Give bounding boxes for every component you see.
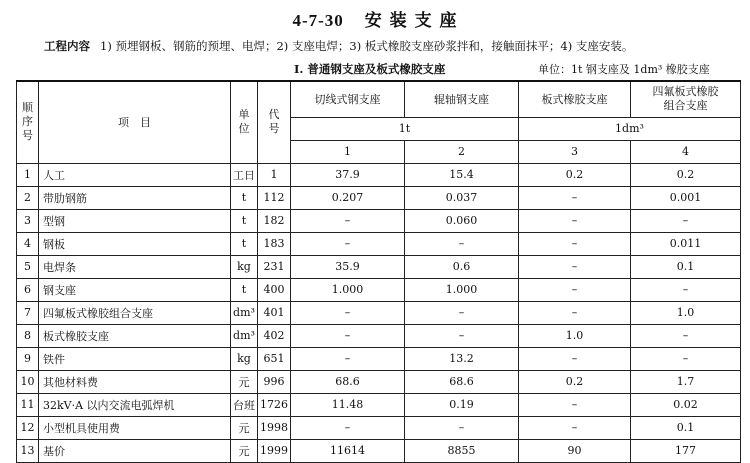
header-colnum-4: 4 [631,140,741,163]
row-unit: dm³ [231,301,258,324]
row-code: 400 [258,278,291,301]
row-value-1: 35.9 [291,255,405,278]
header-colnum-2: 2 [405,140,519,163]
row-value-2: 68.6 [405,370,519,393]
row-value-4: 0.02 [631,393,741,416]
table-row [17,232,741,255]
row-value-4: 177 [631,439,741,462]
row-code: 182 [258,209,291,232]
unit-note: 单位：1t 钢支座及 1dm³ 橡胶支座 [538,63,710,76]
row-value-2: 0.6 [405,255,519,278]
header-colnum-1: 1 [291,140,405,163]
row-seq: 1 [17,163,39,186]
row-unit: 工日 [231,163,258,186]
row-value-4: – [631,324,741,347]
section-code: 4-7-30 [292,11,344,30]
row-value-3: – [519,186,631,209]
row-unit: t [231,209,258,232]
row-value-1: – [291,301,405,324]
row-value-1: 1.000 [291,278,405,301]
table-header [17,81,741,163]
row-value-1: – [291,209,405,232]
row-value-4: 1.7 [631,370,741,393]
header-seq: 顺序号 [17,81,39,163]
row-item: 铁件 [39,347,231,370]
work-content [44,38,633,54]
row-item: 板式橡胶支座 [39,324,231,347]
table-row [17,301,741,324]
row-value-2: 8855 [405,439,519,462]
row-unit: kg [231,347,258,370]
section-name: 安 装 支 座 [364,11,458,31]
row-code: 1998 [258,416,291,439]
row-seq: 6 [17,278,39,301]
table-row [17,255,741,278]
row-value-2: – [405,301,519,324]
row-value-3: 90 [519,439,631,462]
row-code: 231 [258,255,291,278]
work-content-label: 工程内容 [44,39,90,53]
row-value-4: – [631,278,741,301]
row-seq: 8 [17,324,39,347]
row-value-4: 0.001 [631,186,741,209]
row-item: 基价 [39,439,231,462]
row-value-1: 0.207 [291,186,405,209]
header-unit-group-1: 1t [291,117,519,140]
row-value-1: – [291,347,405,370]
row-value-2: – [405,324,519,347]
row-item: 32kV·A 以内交流电弧焊机 [39,393,231,416]
header-unit: 单位 [231,81,258,163]
row-unit: 元 [231,416,258,439]
row-seq: 4 [17,232,39,255]
row-item: 四氟板式橡胶组合支座 [39,301,231,324]
row-value-1: – [291,416,405,439]
row-value-2: 15.4 [405,163,519,186]
header-col-3: 板式橡胶支座 [519,81,631,117]
row-unit: 台班 [231,393,258,416]
row-value-1: – [291,232,405,255]
row-value-4: – [631,209,741,232]
row-code: 1999 [258,439,291,462]
row-value-3: – [519,301,631,324]
header-item: 项 目 [39,81,231,163]
row-value-2: 0.060 [405,209,519,232]
row-unit: t [231,278,258,301]
row-code: 1 [258,163,291,186]
row-seq: 5 [17,255,39,278]
row-value-3: – [519,209,631,232]
row-value-3: – [519,255,631,278]
row-item: 其他材料费 [39,370,231,393]
table-row [17,163,741,186]
table-row [17,439,741,462]
row-value-2: 13.2 [405,347,519,370]
row-value-3: 0.2 [519,370,631,393]
row-item: 钢支座 [39,278,231,301]
row-value-4: – [631,347,741,370]
header-unit-group-2: 1dm³ [519,117,741,140]
table-row [17,209,741,232]
quota-table [16,80,741,463]
row-item: 型钢 [39,209,231,232]
row-value-2: – [405,416,519,439]
row-value-2: 0.037 [405,186,519,209]
page-title [0,6,750,31]
row-value-4: 0.1 [631,416,741,439]
row-code: 1726 [258,393,291,416]
table-row [17,393,741,416]
row-seq: 11 [17,393,39,416]
row-value-3: – [519,347,631,370]
row-code: 112 [258,186,291,209]
header-colnum-3: 3 [519,140,631,163]
row-value-4: 0.011 [631,232,741,255]
table-row [17,416,741,439]
row-item: 小型机具使用费 [39,416,231,439]
row-seq: 9 [17,347,39,370]
row-unit: t [231,232,258,255]
row-code: 996 [258,370,291,393]
row-value-3: – [519,393,631,416]
row-value-3: 1.0 [519,324,631,347]
header-col-2: 辊轴钢支座 [405,81,519,117]
row-seq: 12 [17,416,39,439]
row-code: 183 [258,232,291,255]
row-value-3: 0.2 [519,163,631,186]
row-value-2: 0.19 [405,393,519,416]
row-value-3: – [519,278,631,301]
row-code: 651 [258,347,291,370]
row-seq: 3 [17,209,39,232]
table-body [17,163,741,462]
row-value-3: – [519,416,631,439]
table-row [17,186,741,209]
row-value-4: 1.0 [631,301,741,324]
table-row [17,370,741,393]
row-item: 电焊条 [39,255,231,278]
header-code: 代号 [258,81,291,163]
row-value-1: 68.6 [291,370,405,393]
row-value-2: – [405,232,519,255]
row-value-4: 0.1 [631,255,741,278]
row-unit: 元 [231,439,258,462]
row-seq: 2 [17,186,39,209]
row-item: 钢板 [39,232,231,255]
row-code: 402 [258,324,291,347]
header-col-4: 四氟板式橡胶组合支座 [631,81,741,117]
row-seq: 13 [17,439,39,462]
row-item: 人工 [39,163,231,186]
table-section-title: I. 普通钢支座及板式橡胶支座 [294,62,446,76]
row-value-3: – [519,232,631,255]
row-value-1: 11.48 [291,393,405,416]
row-unit: 元 [231,370,258,393]
table-row [17,347,741,370]
row-item: 带肋钢筋 [39,186,231,209]
header-col-1: 切线式钢支座 [291,81,405,117]
row-unit: dm³ [231,324,258,347]
row-seq: 10 [17,370,39,393]
table-row [17,278,741,301]
row-seq: 7 [17,301,39,324]
row-value-4: 0.2 [631,163,741,186]
row-unit: kg [231,255,258,278]
work-content-text: 1) 预埋钢板、钢筋的预埋、电焊；2) 支座电焊；3) 板式橡胶支座砂浆拌和，接触面抹平；4) 支座安装。 [100,39,634,53]
table-row [17,324,741,347]
row-unit: t [231,186,258,209]
row-value-1: 11614 [291,439,405,462]
row-value-1: – [291,324,405,347]
row-code: 401 [258,301,291,324]
row-value-1: 37.9 [291,163,405,186]
row-value-2: 1.000 [405,278,519,301]
